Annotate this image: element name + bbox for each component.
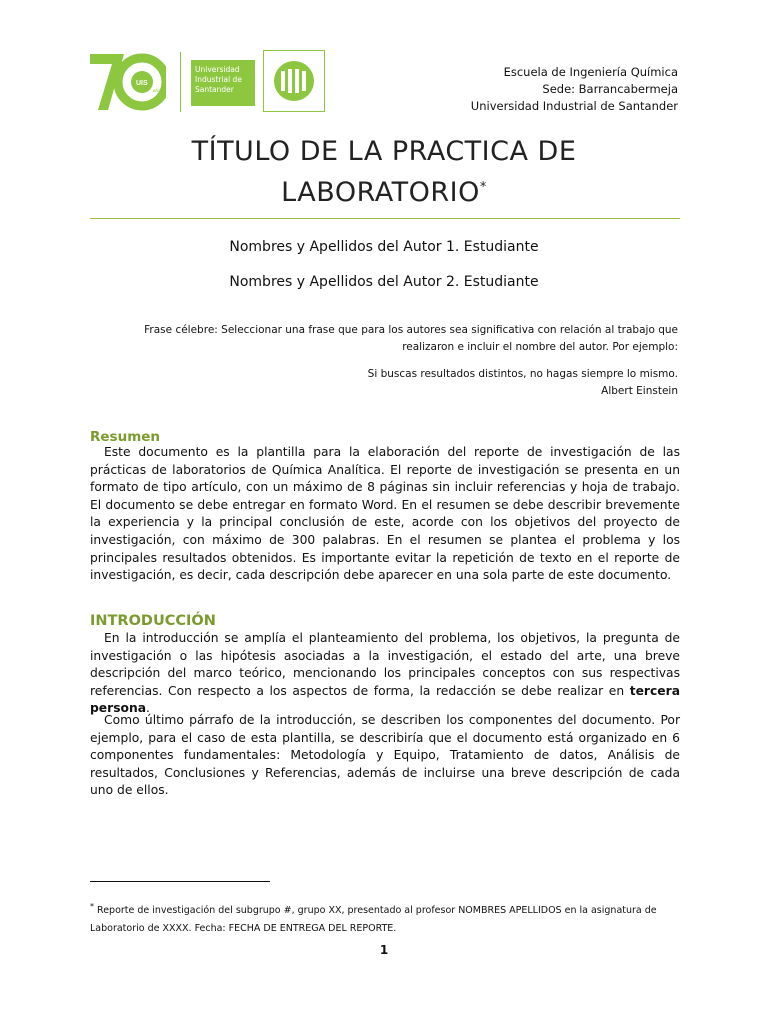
footnote-divider — [90, 881, 270, 882]
footnote — [90, 898, 682, 938]
institution-line: Sede: Barrancabermeja — [542, 82, 678, 96]
footnote-text: Reporte de investigación del subgrupo #, grupo XX, presentado al profesor NOMBRES APELLIDOS en la asignatura de Laboratorio de XXXX. Fecha: FECHA DE ENTREGA DEL REPORTE. — [90, 905, 657, 935]
title-line-2-text: LABORATORIO — [281, 177, 480, 208]
quote-text: Si buscas resultados distintos, no hagas siempre lo mismo. — [367, 368, 678, 380]
introduccion-heading: INTRODUCCIÓN — [90, 613, 216, 629]
quote-intro — [118, 322, 678, 356]
resumen-heading: Resumen — [90, 429, 161, 445]
title-line-2 — [90, 170, 678, 211]
logo-monogram-small: UIS — [136, 80, 148, 87]
quote-intro-line: Frase célebre: Seleccionar una frase que para los autores sea significativa con relación al trabajo que — [144, 324, 678, 336]
logo-divider — [180, 52, 181, 112]
logo-uni-line: Santander — [195, 85, 234, 94]
title-divider — [90, 218, 680, 219]
footnote-marker: * — [90, 902, 94, 911]
institution-line: Escuela de Ingeniería Química — [503, 65, 678, 79]
logo-university-name — [191, 60, 255, 106]
title-footnote-marker: * — [479, 180, 487, 195]
logo-uni-line: Universidad — [195, 65, 240, 74]
university-logo — [88, 48, 328, 116]
page-number: 1 — [379, 943, 389, 957]
institution-line: Universidad Industrial de Santander — [470, 99, 678, 113]
introduccion-paragraph-1 — [90, 630, 680, 718]
author-2: Nombres y Apellidos del Autor 2. Estudiante — [229, 274, 539, 290]
author-1: Nombres y Apellidos del Autor 1. Estudiante — [229, 239, 539, 255]
uis-monogram-icon — [272, 59, 316, 103]
quote — [118, 366, 678, 400]
uis-seal — [263, 50, 325, 112]
intro-p1-text: En la introducción se amplía el planteamiento del problema, los objetivos, la pregunta de investigación o las hipótesis asociadas a la investigación, el estado del arte, una breve descripción del marco teórico, mencionando los principales conceptos con sus respectivas referencias. Con respecto a los aspectos de forma, la redacción se debe realizar en — [90, 631, 680, 698]
institution-info — [471, 64, 678, 115]
quote-author: Albert Einstein — [601, 385, 678, 397]
logo-years-label: años — [153, 88, 163, 93]
seventy-years-logo — [88, 48, 166, 114]
intro-p1-end: . — [146, 701, 150, 716]
intro-p1-bold: tercera persona — [90, 683, 680, 716]
title-line-1: TÍTULO DE LA PRACTICA DE — [191, 136, 577, 167]
logo-uni-line: Industrial de — [195, 75, 242, 84]
document-title — [90, 134, 678, 211]
resumen-paragraph: Este documento es la plantilla para la elaboración del reporte de investigación de las prácticas de laboratorios de Química Analítica. El reporte de investigación se presenta en un formato de tipo artículo, con un máximo de 8 páginas sin incluir referencias y hoja de trabajo. El documento se debe entregar en formato Word. En el resumen se debe describir brevemente la experiencia y la principal conclusión de este, acorde con los objetivos del proyecto de investigación, con máximo de 300 palabras. En el resumen se plantea el problema y los principales resultados obtenidos. Es importante evitar la repetición de texto en el reporte de investigación, es decir, cada descripción debe aparecer en una sola parte de este documento. — [90, 445, 680, 583]
quote-intro-line: realizaron e incluir el nombre del autor. Por ejemplo: — [402, 341, 678, 353]
introduccion-paragraph-2: Como último párrafo de la introducción, se describen los componentes del documento. Por ejemplo, para el caso de esta plantilla, se describiría que el documento está organizado en 6 componentes fundamentales: Metodología y Equipo, Tratamiento de datos, Análisis de resultados, Conclusiones y Referencias, además de incluirse una breve descripción de cada uno de ellos. — [90, 713, 680, 798]
